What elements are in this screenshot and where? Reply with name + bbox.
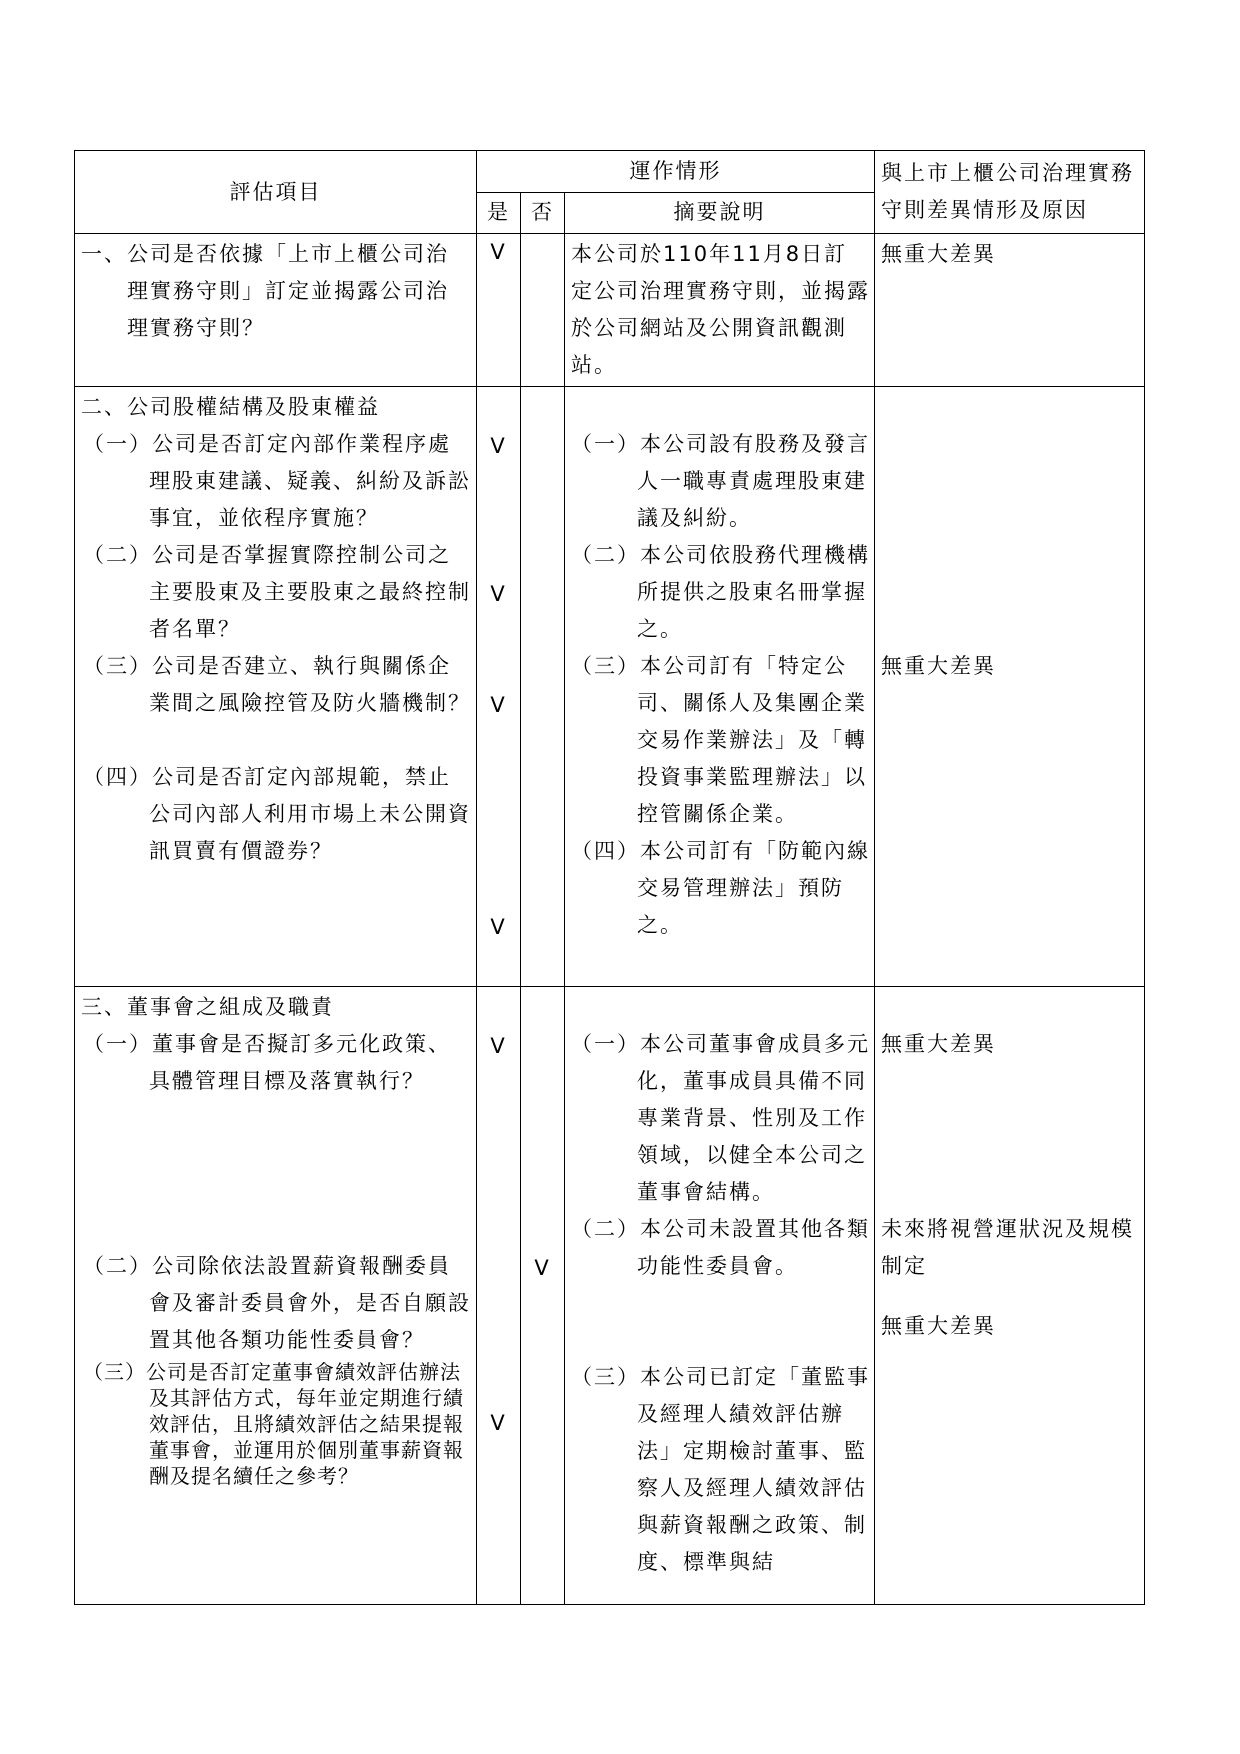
row3-item — [75, 987, 477, 1605]
row2-sub3: （三）公司是否建立、執行與關係企業間之風險控管及防火牆機制？ — [83, 654, 471, 715]
row3-yes3: V — [490, 1411, 507, 1435]
header-operation: 運作情形 — [477, 151, 875, 193]
row1-difference: 無重大差異 — [875, 234, 1145, 387]
row2-title: 二、公司股權結構及股東權益 — [81, 395, 380, 419]
row1-item-line1: 一、公司是否依據「上市上櫃公司治 — [81, 242, 449, 266]
row3-no2: V — [534, 1256, 551, 1280]
row2-sum2: （二）本公司依股務代理機構所提供之股東名冊掌握之。 — [571, 543, 870, 641]
table-row — [75, 987, 1145, 1605]
row3-no-col — [521, 987, 565, 1605]
row3-diff1: 無重大差異 — [881, 1032, 996, 1056]
header-difference: 與上市上櫃公司治理實務守則差異情形及原因 — [875, 151, 1145, 234]
row3-sub3: （三）公司是否訂定董事會績效評估辦法及其評估方式，每年並定期進行績效評估，且將績效評估之結果提報董事會，並運用於個別董事薪資報酬及提名續任之參考？ — [83, 1360, 464, 1488]
row3-sub2: （二）公司除依法設置薪資報酬委員會及審計委員會外，是否自願設置其他各類功能性委員會？ — [83, 1254, 471, 1352]
row2-yes2: V — [490, 582, 507, 606]
row2-item — [75, 387, 477, 987]
row2-yes1: V — [490, 434, 507, 458]
row2-sum4: （四）本公司訂有「防範內線交易管理辦法」預防之。 — [571, 839, 870, 937]
row3-title: 三、董事會之組成及職責 — [81, 995, 334, 1019]
row1-item — [75, 234, 477, 387]
row2-yes4: V — [490, 915, 507, 939]
row2-no — [521, 387, 565, 987]
row2-sum1: （一）本公司設有股務及發言人一職專責處理股東建議及糾紛。 — [571, 432, 870, 530]
row1-item-line2: 理實務守則」訂定並揭露公司治 — [127, 279, 449, 303]
table-row — [75, 234, 1145, 387]
row2-sub2: （二）公司是否掌握實際控制公司之主要股東及主要股東之最終控制者名單？ — [83, 543, 471, 641]
row1-yes: V — [477, 234, 521, 387]
header-summary: 摘要說明 — [565, 192, 875, 234]
row2-difference-col — [875, 387, 1145, 987]
row3-yes1: V — [490, 1034, 507, 1058]
row3-difference-col — [875, 987, 1145, 1605]
row2-summary — [565, 387, 875, 987]
row3-sub1: （一）董事會是否擬訂多元化政策、具體管理目標及落實執行？ — [83, 1032, 451, 1093]
row3-sum2: （二）本公司未設置其他各類功能性委員會。 — [571, 1217, 870, 1278]
header-yes: 是 — [477, 192, 521, 234]
row3-diff3: 無重大差異 — [881, 1314, 996, 1338]
row1-summary: 本公司於110年11月8日訂定公司治理實務守則，並揭露於公司網站及公開資訊觀測站。 — [565, 234, 875, 387]
row3-summary — [565, 987, 875, 1605]
row2-sum3: （三）本公司訂有「特定公司、關係人及集團企業交易作業辦法」及「轉投資事業監理辦法」以控管關係企業。 — [571, 654, 867, 826]
row3-sum3: （三）本公司已訂定「董監事及經理人績效評估辦法」定期檢討董事、監察人及經理人績效評估與薪資報酬之政策、制度、標準與結 — [571, 1365, 870, 1574]
row2-yes3: V — [490, 693, 507, 717]
row3-diff2: 未來將視營運狀況及規模制定 — [881, 1217, 1134, 1278]
row1-item-line3: 理實務守則？ — [127, 316, 265, 340]
header-no: 否 — [521, 192, 565, 234]
row2-yes-col — [477, 387, 521, 987]
row2-sub1: （一）公司是否訂定內部作業程序處理股東建議、疑義、糾紛及訴訟事宜，並依程序實施？ — [83, 432, 471, 530]
table-row — [75, 387, 1145, 987]
row2-sub4: （四）公司是否訂定內部規範，禁止公司內部人利用市場上未公開資訊買賣有價證券？ — [83, 765, 471, 863]
row1-no — [521, 234, 565, 387]
row2-difference: 無重大差異 — [881, 654, 996, 678]
row3-sum1: （一）本公司董事會成員多元化，董事成員具備不同專業背景、性別及工作領域，以健全本公司之董事會結構。 — [571, 1032, 870, 1204]
row3-yes-col — [477, 987, 521, 1605]
governance-table — [74, 150, 1145, 1605]
header-eval-item: 評估項目 — [75, 151, 477, 234]
